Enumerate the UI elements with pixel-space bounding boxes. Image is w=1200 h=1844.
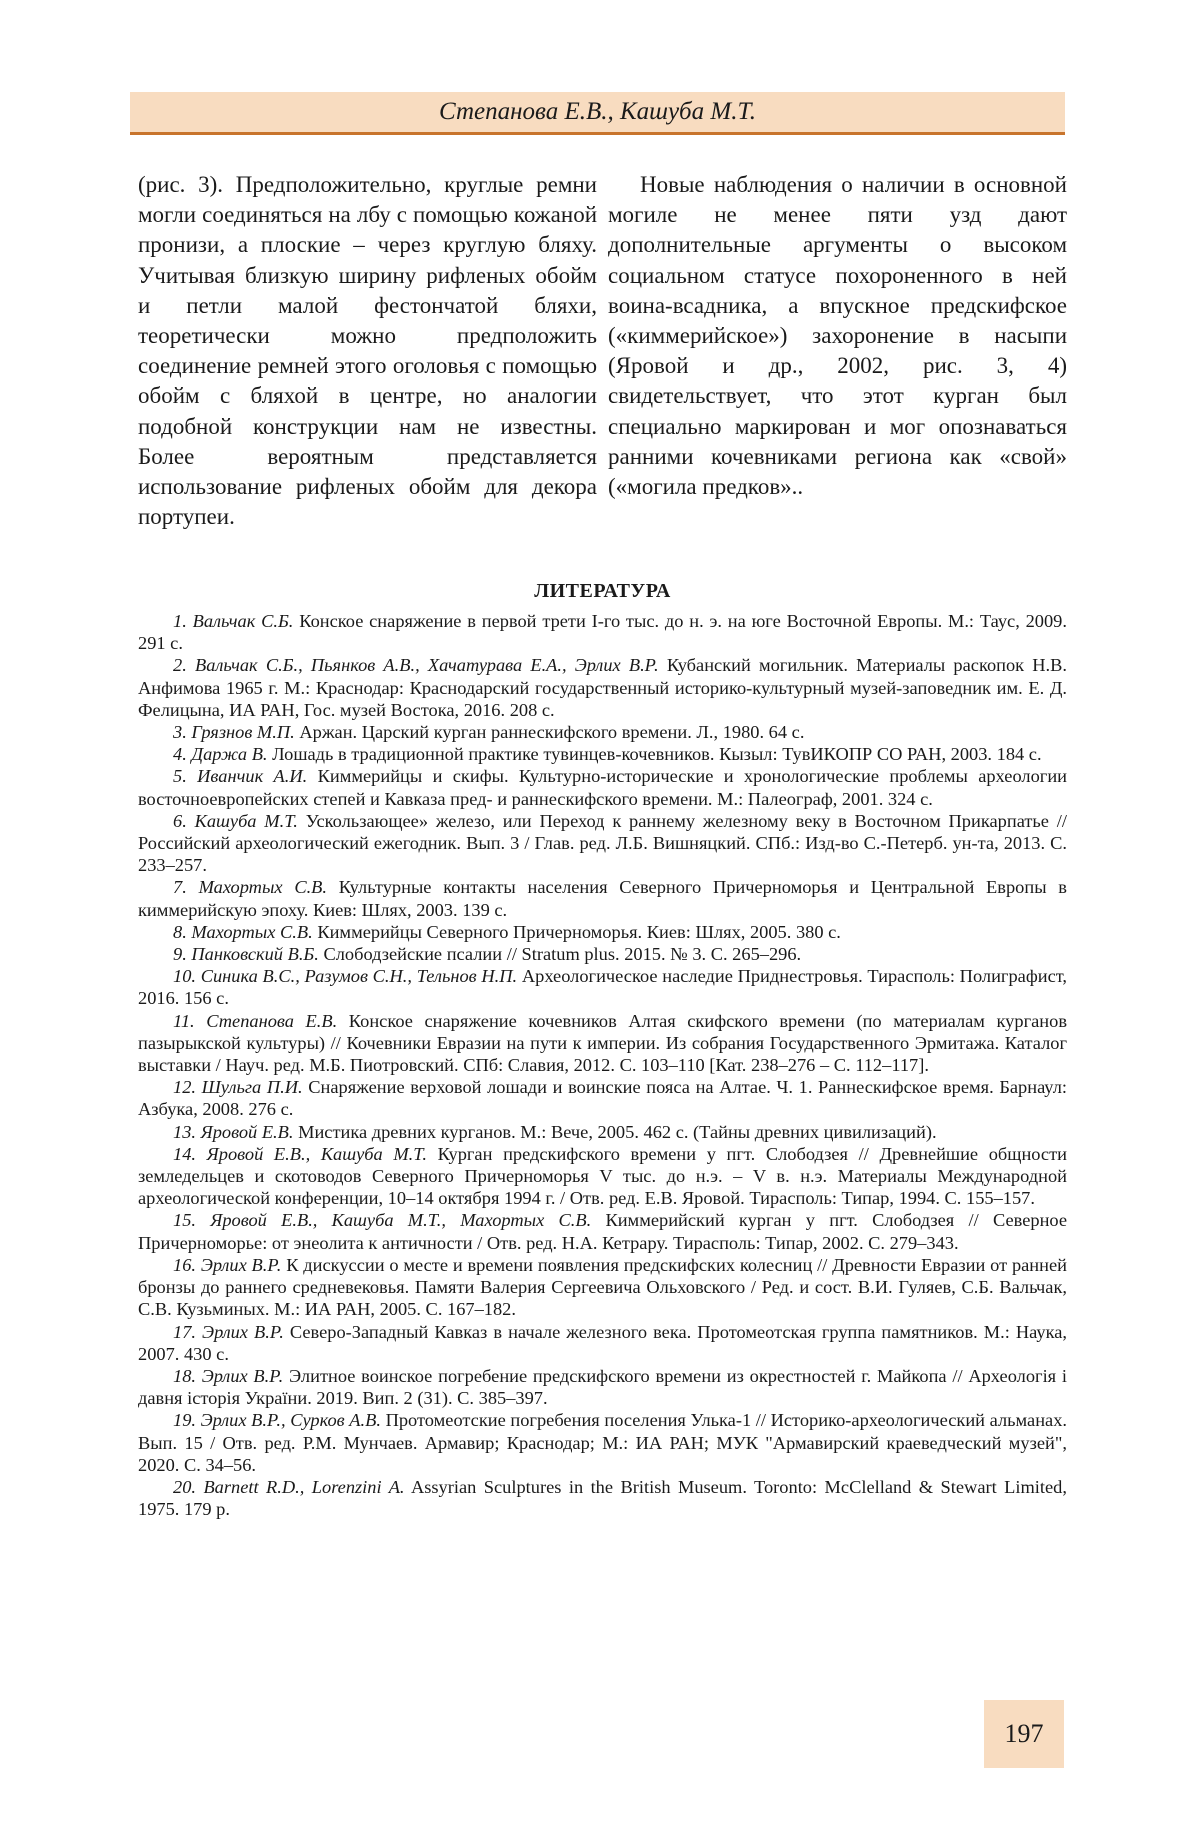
reference-text: Киммерийцы и скифы. Культурно-исторические и хронологические проблемы археологии восточноевропейских степей и Кавказа пред- и раннескифского времени. М.: Палеограф, 2001. 324 с. bbox=[138, 766, 1068, 809]
body-paragraph: Новые наблюдения о наличии в основной могиле не менее пяти узд дают дополнительные аргументы о высоком социальном статусе похороненного в ней воина-всадника, а впускное предскифское («киммерийское») захоронение в насыпи (Яровой и др., 2002, рис. 3, 4) свидетельствует, что этот курган был специально маркирован и мог опознаваться ранними кочевниками региона как «свой» («могила предков».. bbox=[608, 172, 1067, 500]
reference-number: 5. bbox=[173, 766, 187, 787]
reference-number: 15. bbox=[173, 1210, 196, 1231]
reference-item bbox=[138, 654, 1067, 721]
reference-authors: Шульга П.И. bbox=[201, 1077, 303, 1098]
reference-number: 1. bbox=[173, 611, 187, 631]
reference-text: Северо-Западный Кавказ в начале железного века. Протомеотская группа памятников. М.: Наука, 2007. 430 с. bbox=[138, 1321, 1067, 1364]
reference-list bbox=[138, 610, 1067, 1520]
reference-item bbox=[138, 1121, 1067, 1143]
reference-item bbox=[138, 921, 1067, 943]
reference-authors: Barnett R.D., Lorenzini A. bbox=[203, 1476, 405, 1497]
body-column-right bbox=[608, 170, 1067, 502]
reference-text: Протомеотские погребения поселения Улька-1 // Историко-археологический альманах. Вып. 15 / Отв. ред. Р.М. Мунчаев. Армавир; Краснодар; М.: ИА РАН; МУК "Армавирский краеведческий музей", 2020. С. 34–56. bbox=[138, 1410, 1068, 1475]
reference-number: 2. bbox=[173, 655, 187, 676]
reference-number: 9. bbox=[173, 944, 187, 965]
reference-item bbox=[138, 1010, 1067, 1077]
reference-text: Киммерийцы Северного Причерноморья. Киев: Шлях, 2005. 380 с. bbox=[317, 921, 841, 942]
reference-number: 8. bbox=[173, 921, 187, 942]
reference-authors: Степанова Е.В. bbox=[206, 1010, 338, 1031]
reference-number: 11. bbox=[173, 1010, 195, 1031]
reference-item bbox=[138, 1409, 1067, 1476]
reference-text: Мистика древних курганов. М.: Вече, 2005. 462 с. (Тайны древних цивилизаций). bbox=[298, 1121, 937, 1142]
reference-text: Культурные контакты населения Северного Причерноморья и Центральной Европы в киммерийскую эпоху. Киев: Шлях, 2003. 139 с. bbox=[138, 877, 1067, 920]
reference-number: 7. bbox=[173, 877, 187, 898]
reference-number: 6. bbox=[173, 810, 187, 831]
reference-item bbox=[138, 1365, 1067, 1409]
reference-text: Археологическое наследие Приднестровья. Тирасполь: Полиграфист, 2016. 156 с. bbox=[138, 966, 1068, 1009]
reference-number: 20. bbox=[173, 1476, 196, 1497]
reference-text: К дискуссии о месте и времени появления предскифских колесниц // Древности Евразии от ранней бронзы до раннего средневековья. Памяти Валерия Сергеевича Ольховского / Ред. и сост. В.И. Гуляев, С.Б. Вальчак, С.В. Кузьминых. М.: ИА РАН, 2005. С. 167–182. bbox=[138, 1254, 1067, 1320]
reference-authors: Яровой Е.В., Кашуба М.Т., Махортых С.В. bbox=[210, 1210, 592, 1231]
reference-authors: Иванчик А.И. bbox=[197, 766, 308, 787]
reference-authors: Махортых С.В. bbox=[198, 877, 328, 898]
reference-item bbox=[138, 1321, 1067, 1365]
reference-item bbox=[138, 1254, 1067, 1321]
reference-authors: Грязнов М.П. bbox=[191, 722, 295, 743]
page-number: 197 bbox=[984, 1700, 1064, 1768]
reference-text: Конское снаряжение кочевников Алтая скифского времени (по материалам курганов пазырыкской культуры) // Кочевники Евразии на пути к империи. Из собрания Государственного Эрмитажа. Каталог выставки / Науч. ред. М.Б. Пиотровский. СПб: Славия, 2012. С. 103–110 [Кат. 238–276 – С. 112–117]. bbox=[138, 1010, 1067, 1076]
reference-text: Снаряжение верховой лошади и воинские пояса на Алтае. Ч. 1. Раннескифское время. Барнаул: Азбука, 2008. 276 с. bbox=[138, 1077, 1067, 1120]
reference-text: Лошадь в традиционной практике тувинцев-кочевников. Кызыл: ТувИКОПР СО РАН, 2003. 184 с. bbox=[272, 744, 1042, 765]
reference-item bbox=[138, 1076, 1067, 1120]
reference-text: Ускользающее» железо, или Переход к раннему железному веку в Восточном Прикарпатье // Российский археологический ежегодник. Вып. 3 / Глав. ред. Л.Б. Вишняцкий. СПб.: Изд-во С.-Петерб. ун-та, 2013. С. 233–257. bbox=[138, 810, 1067, 876]
literature-heading: ЛИТЕРАТУРА bbox=[534, 580, 671, 602]
reference-text: Курган предскифского времени у пгт. Слободзея // Древнейшие общности земледельцев и скотоводов Северного Причерноморья V тыс. до н.э. – V в. н.э. Материалы Международной археологической конференции, 10–14 октября 1994 г. / Отв. ред. Е.В. Яровой. Тирасполь: Типар, 1994. С. 155–157. bbox=[138, 1143, 1067, 1209]
reference-authors: Эрлих В.Р. bbox=[201, 1365, 284, 1386]
reference-item bbox=[138, 965, 1067, 1009]
reference-authors: Эрлих В.Р. bbox=[200, 1254, 282, 1275]
reference-number: 19. bbox=[173, 1410, 196, 1431]
reference-text: Слободзейские псалии // Stratum plus. 2015. № 3. С. 265–296. bbox=[323, 944, 802, 965]
reference-authors: Вальчак С.Б. bbox=[192, 611, 294, 631]
reference-authors: Яровой Е.В., Кашуба М.Т. bbox=[206, 1143, 427, 1164]
running-header: Степанова Е.В., Кашуба М.Т. bbox=[130, 92, 1065, 135]
reference-number: 16. bbox=[173, 1254, 196, 1275]
reference-authors: Синика В.С., Разумов С.Н., Тельнов Н.П. bbox=[200, 966, 518, 987]
reference-text: Элитное воинское погребение предскифского времени из окрестностей г. Майкопа // Археологія і давня історія України. 2019. Вип. 2 (31). С. 385–397. bbox=[138, 1365, 1067, 1409]
reference-number: 3. bbox=[173, 722, 187, 743]
reference-item bbox=[138, 721, 1067, 743]
reference-item bbox=[138, 810, 1067, 877]
reference-text: Конское снаряжение в первой трети I-го тыс. до н. э. на юге Восточной Европы. М.: Таус, 2009. 291 с. bbox=[138, 611, 1067, 654]
reference-item bbox=[138, 765, 1067, 809]
reference-number: 18. bbox=[173, 1365, 196, 1386]
reference-authors: Эрлих В.Р. bbox=[202, 1321, 284, 1342]
body-column-left bbox=[138, 170, 597, 532]
reference-authors: Яровой Е.В. bbox=[200, 1121, 294, 1142]
reference-authors: Даржа В. bbox=[191, 744, 268, 765]
reference-number: 4. bbox=[173, 744, 187, 765]
reference-text: Кубанский могильник. Материалы раскопок Н.В. Анфимова 1965 г. М.: Краснодар: Краснодарский государственный историко-культурный музей-заповедник им. Е. Д. Фелицына, ИА РАН, Гос. музей Востока, 2016. 208 с. bbox=[138, 655, 1068, 720]
body-paragraph: (рис. 3). Предположительно, круглые ремни могли соединяться на лбу с помощью кожаной пронизи, а плоские – через круглую бляху. Учитывая близкую ширину рифленых обойм и петли малой фестончатой бляхи, теоретически можно предположить соединение ремней этого оголовья с помощью обойм с бляхой в центре, но аналогии подобной конструкции нам не известны. Более вероятным представляется использование рифленых обойм для декора портупеи. bbox=[138, 172, 597, 530]
reference-text: Киммерийский курган у пгт. Слободзея // Северное Причерноморье: от энеолита к античности / Отв. ред. Н.А. Кетрару. Тирасполь: Типар, 2002. С. 279–343. bbox=[138, 1210, 1067, 1253]
reference-number: 13. bbox=[173, 1121, 196, 1142]
reference-text: Assyrian Sculptures in the British Museum. Toronto: McClelland & Stewart Limited, 1975. 179 p. bbox=[138, 1476, 1067, 1520]
reference-item bbox=[138, 876, 1067, 920]
reference-number: 10. bbox=[173, 966, 196, 987]
reference-item bbox=[138, 1143, 1067, 1210]
reference-number: 17. bbox=[173, 1321, 196, 1342]
reference-authors: Кашуба М.Т. bbox=[194, 810, 298, 831]
reference-item bbox=[138, 743, 1067, 765]
reference-number: 12. bbox=[173, 1077, 196, 1098]
reference-item bbox=[138, 610, 1067, 654]
reference-authors: Вальчак С.Б., Пьянков А.В., Хачатурава Е.А., Эрлих В.Р. bbox=[194, 655, 659, 676]
reference-authors: Махортых С.В. bbox=[191, 921, 313, 942]
reference-number: 14. bbox=[173, 1143, 196, 1164]
reference-item bbox=[138, 943, 1067, 965]
reference-item bbox=[138, 1476, 1067, 1520]
reference-authors: Эрлих В.Р., Сурков А.В. bbox=[200, 1410, 381, 1431]
reference-authors: Панковский В.Б. bbox=[191, 944, 319, 965]
reference-text: Аржан. Царский курган раннескифского времени. Л., 1980. 64 с. bbox=[299, 722, 805, 743]
reference-item bbox=[138, 1209, 1067, 1253]
